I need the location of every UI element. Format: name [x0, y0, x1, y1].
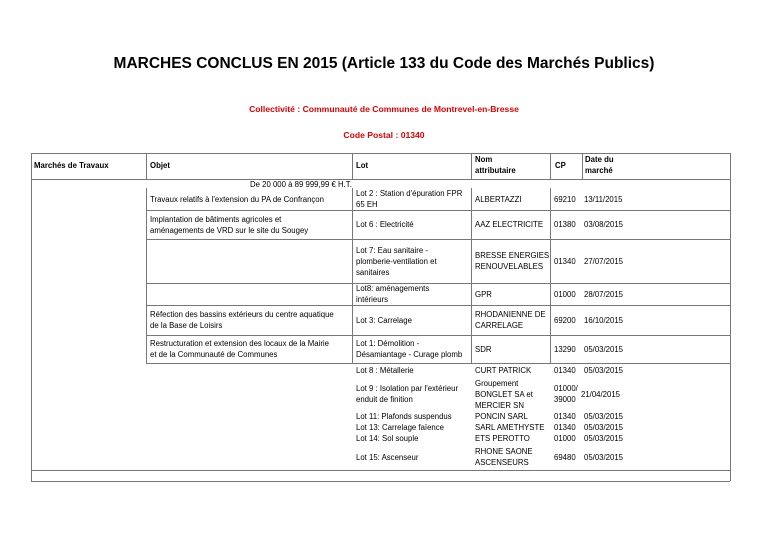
lot-cell: Lot 13: Carrelage faïence	[356, 423, 444, 432]
col-divider	[146, 153, 147, 179]
cp-cell: 01000	[554, 289, 576, 299]
row-divider	[146, 283, 730, 284]
cell-divider	[550, 239, 551, 283]
cell-divider	[550, 188, 551, 210]
nom-cell: BONGLET SA et	[475, 389, 533, 399]
lot-cell: Lot8: aménagements	[356, 284, 430, 293]
cell-divider	[352, 210, 353, 239]
header-lot: Lot	[356, 161, 369, 170]
objet-cell: Restructuration et extension des locaux de la Mairie	[150, 339, 329, 348]
cp-cell: 39000	[554, 395, 576, 404]
cp-cell: 01000	[554, 434, 576, 443]
date-cell: 28/07/2015	[584, 289, 624, 299]
objet-cell: aménagements de VRD sur le site du Sougey	[150, 225, 309, 235]
nom-cell: SARL AMETHYSTE	[475, 423, 545, 432]
nom-cell: SDR	[475, 344, 492, 354]
date-cell: 21/04/2015	[581, 389, 621, 399]
lot-cell: Lot 9 : Isolation par l'extérieur	[356, 384, 459, 393]
header-date-l1: Date du	[585, 155, 614, 164]
col-divider	[471, 153, 472, 179]
objet-cell: de la Base de Loisirs	[150, 321, 223, 330]
cell-divider	[550, 335, 551, 363]
objet-cell: et de la Communauté de Communes	[150, 350, 278, 359]
date-cell: 05/03/2015	[584, 452, 624, 462]
row-divider	[146, 210, 730, 211]
nom-cell: RHODANIENNE DE	[475, 310, 546, 319]
lot-cell: Lot 3: Carrelage	[356, 315, 412, 325]
col-divider	[352, 153, 353, 179]
cell-divider	[471, 210, 472, 239]
lot-cell: Lot 8 : Métallerie	[356, 365, 414, 375]
cp-cell: 01000/	[554, 384, 578, 393]
cell-divider	[352, 305, 353, 335]
cell-divider	[471, 239, 472, 283]
date-cell: 05/03/2015	[584, 423, 624, 432]
date-cell: 16/10/2015	[584, 315, 624, 325]
nom-cell: ALBERTAZZI	[475, 194, 522, 204]
lot-cell: enduit de finition	[356, 395, 413, 404]
header-objet: Objet	[150, 161, 170, 170]
objet-cell: Travaux relatifs à l'extension du PA de Confrançon	[150, 194, 324, 204]
tranche-label: De 20 000 à 89 999,99 € H.T.	[250, 180, 352, 189]
lot-cell: sanitaires	[356, 267, 390, 277]
code-postal-label: Code Postal : 01340	[343, 130, 425, 140]
lot-cell: Désamiantage - Curage plomb	[356, 350, 463, 359]
nom-cell: CARRELAGE	[475, 321, 524, 330]
lot-cell: intérieurs	[356, 295, 389, 304]
cell-divider	[550, 283, 551, 305]
cp-cell: 01380	[554, 220, 576, 229]
cell-divider	[352, 239, 353, 283]
nom-cell: BRESSE ENERGIES	[475, 251, 550, 260]
cell-divider	[146, 210, 147, 239]
table-border-separator	[31, 470, 730, 471]
page-title: MARCHES CONCLUS EN 2015 (Article 133 du Code des Marchés Publics)	[113, 55, 655, 72]
cp-cell: 01340	[554, 423, 576, 432]
cp-cell: 13290	[554, 344, 576, 354]
cp-cell: 01340	[554, 412, 576, 421]
nom-cell: MERCIER SN	[475, 400, 524, 410]
cp-cell: 69480	[554, 452, 576, 462]
header-separator	[31, 179, 730, 180]
date-cell: 05/03/2015	[584, 344, 624, 354]
table-border-left	[31, 153, 32, 481]
cell-divider	[352, 335, 353, 363]
cell-divider	[352, 283, 353, 305]
cell-divider	[550, 305, 551, 335]
cell-divider	[146, 188, 147, 210]
header-cp: CP	[555, 161, 566, 170]
cell-divider	[471, 335, 472, 363]
nom-cell: AAZ ELECTRICITE	[475, 220, 544, 229]
cp-cell: 01340	[554, 365, 576, 375]
header-marches: Marchés de Travaux	[34, 161, 109, 170]
cell-divider	[550, 210, 551, 239]
lot-cell: Lot 7: Eau sanitaire -	[356, 245, 428, 255]
row-divider	[146, 239, 730, 240]
col-divider	[582, 153, 583, 179]
cp-cell: 69210	[554, 194, 576, 204]
nom-cell: PONCIN SARL	[475, 412, 528, 421]
table-border-top	[31, 153, 730, 154]
lot-cell: Lot 1: Démolition -	[356, 339, 420, 348]
lot-cell: Lot 6 : Electricité	[356, 220, 414, 229]
cp-cell: 69200	[554, 315, 576, 325]
table-border-bottom	[31, 481, 730, 482]
cell-divider	[471, 188, 472, 210]
table-border-right	[730, 153, 731, 481]
row-divider	[146, 305, 730, 306]
cell-divider	[471, 283, 472, 305]
header-date-l2: marché	[585, 166, 613, 175]
cell-divider	[146, 335, 147, 363]
collectivite-label: Collectivité : Communauté de Communes de Montrevel-en-Bresse	[249, 104, 519, 114]
lot-cell: Lot 15: Ascenseur	[356, 452, 419, 462]
header-nom-l2: attributaire	[475, 166, 516, 175]
col-divider	[550, 153, 551, 179]
lot-cell: Lot 11: Plafonds suspendus	[356, 412, 452, 421]
cell-divider	[471, 305, 472, 335]
cell-divider	[146, 305, 147, 335]
nom-cell: RHONE SAONE	[475, 447, 533, 456]
lot-cell: plomberie-ventilation et	[356, 256, 437, 266]
cell-divider	[146, 283, 147, 305]
lot-cell: 65 EH	[356, 200, 378, 209]
date-cell: 05/03/2015	[584, 434, 624, 443]
date-cell: 05/03/2015	[584, 365, 624, 375]
header-nom-l1: Nom	[475, 155, 493, 164]
cell-divider	[352, 188, 353, 210]
date-cell: 27/07/2015	[584, 256, 624, 266]
lot-cell: Lot 14: Sol souple	[356, 434, 419, 443]
nom-cell: GPR	[475, 289, 492, 299]
cp-cell: 01340	[554, 256, 576, 266]
row-divider	[146, 335, 730, 336]
nom-cell: CURT PATRICK	[475, 365, 532, 375]
nom-cell: ETS PEROTTO	[475, 434, 530, 443]
nom-cell: Groupement	[475, 378, 519, 388]
lot-cell: Lot 2 : Station d'épuration FPR	[356, 189, 463, 198]
objet-cell: Implantation de bâtiments agricoles et	[150, 214, 282, 224]
nom-cell: ASCENSEURS	[475, 458, 529, 467]
nom-cell: RENOUVELABLES	[475, 262, 544, 271]
date-cell: 03/08/2015	[584, 220, 624, 229]
objet-cell: Réfection des bassins extérieurs du centre aquatique	[150, 310, 334, 319]
date-cell: 05/03/2015	[584, 412, 624, 421]
date-cell: 13/11/2015	[584, 194, 623, 204]
row-divider	[146, 363, 730, 364]
cell-divider	[146, 239, 147, 283]
